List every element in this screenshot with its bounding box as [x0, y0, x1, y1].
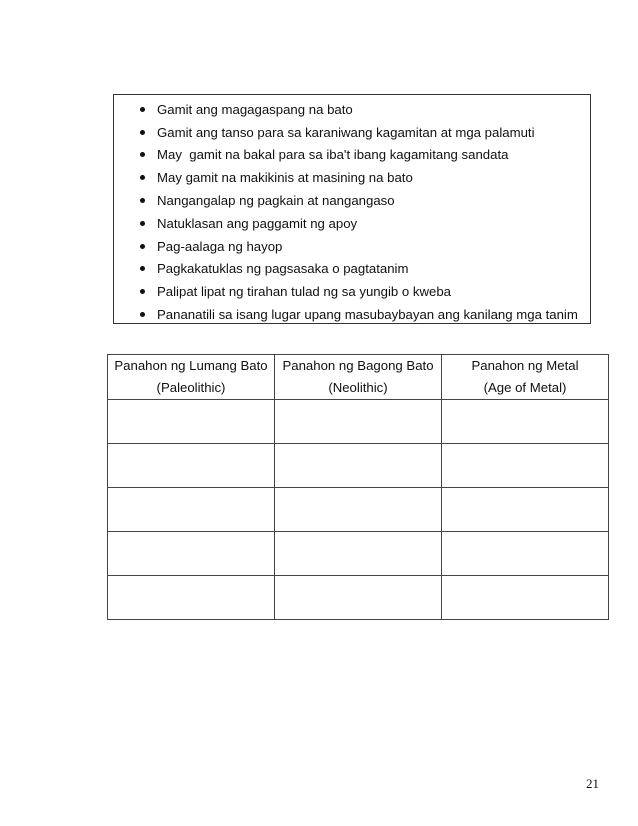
column-header-title: Panahon ng Metal — [471, 358, 579, 373]
bullet-icon — [140, 130, 145, 135]
table-cell[interactable] — [442, 576, 609, 620]
column-header-subtitle: (Age of Metal) — [483, 380, 567, 395]
column-header-neolithic — [275, 355, 442, 400]
table-header-row — [108, 355, 609, 400]
table-cell[interactable] — [442, 444, 609, 488]
list-item-text: Palipat lipat ng tirahan tulad ng sa yungib o kweba — [157, 284, 451, 300]
bullet-icon — [140, 175, 145, 180]
list-item — [138, 303, 578, 326]
table-cell[interactable] — [275, 576, 442, 620]
characteristics-list — [138, 98, 578, 326]
table-row — [108, 444, 609, 488]
table-cell[interactable] — [442, 400, 609, 444]
table-cell[interactable] — [275, 400, 442, 444]
page-number: 21 — [586, 776, 599, 791]
list-item — [138, 212, 578, 235]
list-item-text: Natuklasan ang paggamit ng apoy — [157, 215, 358, 231]
table-cell[interactable] — [108, 444, 275, 488]
list-item — [138, 280, 578, 303]
column-header-paleolithic — [108, 355, 275, 400]
table-cell[interactable] — [108, 576, 275, 620]
table-row — [108, 576, 609, 620]
table-row — [108, 532, 609, 576]
list-item-text: Gamit ang tanso para sa karaniwang kagamitan at mga palamuti — [157, 124, 535, 140]
bullet-icon — [140, 198, 145, 203]
table-cell[interactable] — [442, 488, 609, 532]
table-cell[interactable] — [108, 400, 275, 444]
table-cell[interactable] — [275, 444, 442, 488]
column-header-subtitle: (Neolithic) — [328, 380, 388, 395]
bullet-icon — [140, 221, 145, 226]
table-cell[interactable] — [442, 532, 609, 576]
bullet-icon — [140, 266, 145, 271]
table-cell[interactable] — [108, 532, 275, 576]
table-cell[interactable] — [108, 488, 275, 532]
bullet-icon — [140, 244, 145, 249]
list-item-text: Pananatili sa isang lugar upang masubaybayan ang kanilang mga tanim — [157, 307, 578, 323]
characteristics-box — [113, 94, 591, 324]
list-item — [138, 258, 578, 281]
column-header-subtitle: (Paleolithic) — [156, 380, 226, 395]
column-header-title: Panahon ng Bagong Bato — [282, 358, 434, 373]
list-item-text: Pag-aalaga ng hayop — [157, 238, 283, 254]
bullet-icon — [140, 312, 145, 317]
list-item-text: Nangangalap ng pagkain at nangangaso — [157, 193, 395, 209]
list-item — [138, 121, 578, 144]
table-row — [108, 400, 609, 444]
list-item-text: Pagkakatuklas ng pagsasaka o pagtatanim — [157, 261, 409, 277]
table-row — [108, 488, 609, 532]
list-item — [138, 144, 578, 167]
list-item-text: May gamit na bakal para sa iba't ibang kagamitang sandata — [157, 147, 509, 163]
list-item — [138, 235, 578, 258]
list-item — [138, 189, 578, 212]
list-item — [138, 166, 578, 189]
column-header-metal — [442, 355, 609, 400]
periods-table — [107, 354, 609, 620]
list-item-text: May gamit na makikinis at masining na bato — [157, 170, 413, 186]
column-header-title: Panahon ng Lumang Bato — [114, 358, 268, 373]
table-cell[interactable] — [275, 532, 442, 576]
list-item-text: Gamit ang magagaspang na bato — [157, 101, 353, 117]
bullet-icon — [140, 107, 145, 112]
bullet-icon — [140, 152, 145, 157]
bullet-icon — [140, 289, 145, 294]
table-cell[interactable] — [275, 488, 442, 532]
list-item — [138, 98, 578, 121]
